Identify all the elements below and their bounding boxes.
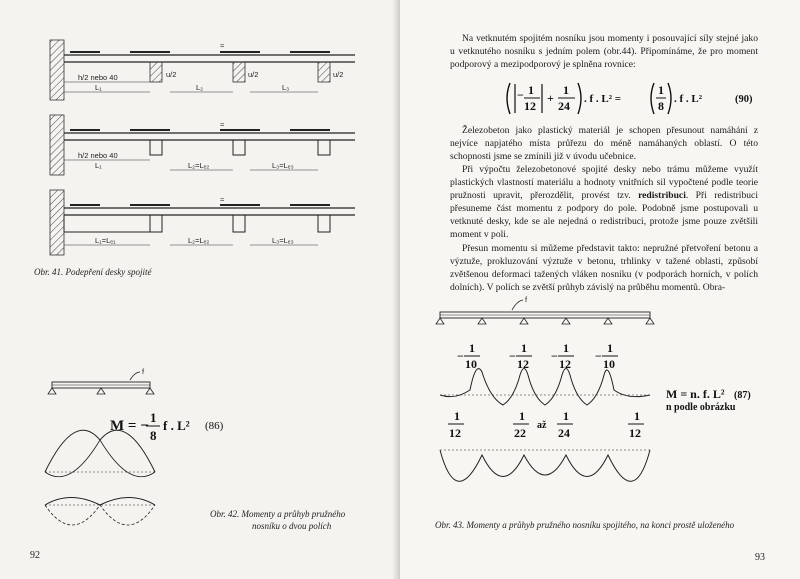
paragraph-1: Na vetknutém spojitém nosníku jsou momenty i posouvající síly stejné jako u vetknutého nosníku s jedním polem (obr.44). Připomínáme, že pro moment podporový a mezipodporový je splněna rovnice: (450, 33, 758, 71)
svg-text:1: 1 (563, 83, 569, 97)
svg-text:1: 1 (634, 409, 640, 423)
label-L1: L₁ (95, 161, 102, 170)
svg-text:24: 24 (558, 426, 570, 440)
svg-text:−: − (457, 349, 464, 363)
page-number-right: 93 (755, 552, 765, 563)
centerline-mark: ≈ (220, 41, 225, 50)
svg-text:M = n. f. L²: M = n. f. L² (666, 387, 725, 401)
svg-text:1: 1 (607, 341, 613, 355)
paragraph-4: Přesun momentu si můžeme představit takto: nepružné přetvoření betonu a výztuže, prokluzování výztuže v betonu, trhlinky v tažené oblasti, způsobí zvětšenou deformaci tažených vláken nosníku (v podporách horních, v polích dolních). V polích se zvětší průhyb závislý na průběhu momentů. Obra- (450, 243, 758, 294)
fig42-deflection-diagram (45, 498, 155, 526)
paragraph-2: Železobeton jako plastický materiál je schopen přesunout namáhání z nejvíce napjatého místa průřezu do méně namáhaných oblastí. O této schopnosti jsme se zmínili již v úvodu učebnice. (450, 125, 758, 163)
svg-text:8: 8 (150, 428, 157, 443)
fig42-formula (110, 410, 224, 443)
svg-text:. f . L² =: . f . L² = (584, 93, 622, 105)
fig42-caption-line2: nosníku o dvou polích (252, 521, 332, 531)
label-L3: L₃ (282, 83, 290, 92)
svg-text:12: 12 (517, 357, 529, 371)
fraction-support-3 (551, 341, 574, 371)
fraction-support-1 (457, 341, 480, 371)
fig43-deflection-diagram (440, 450, 650, 481)
fig42-beam (48, 367, 154, 394)
svg-text:(86): (86) (205, 420, 224, 432)
svg-text:12: 12 (524, 99, 536, 113)
label-L2: L₂ (196, 83, 204, 92)
label-L3-eq: L₃=Lₑ₃ (272, 161, 294, 170)
fig43-beam (436, 295, 654, 324)
centerline-mark: ≈ (220, 120, 225, 129)
fig43-support-moment-fractions (457, 341, 618, 371)
svg-text:(90): (90) (735, 94, 753, 105)
svg-text:1: 1 (658, 83, 664, 97)
fraction-span-1 (448, 409, 464, 440)
label-L2-eq: L₂=Lₑ₂ (188, 236, 210, 245)
fig42-caption-line1: Obr. 42. Momenty a průhyb pružného (210, 509, 346, 519)
fig41-diagram-3 (50, 190, 355, 255)
az-label: až (537, 420, 547, 431)
svg-text:10: 10 (465, 357, 477, 371)
svg-text:12: 12 (559, 357, 571, 371)
svg-text:10: 10 (603, 357, 615, 371)
fraction-support-4 (595, 341, 618, 371)
fraction-span-2 (513, 409, 529, 440)
svg-text:n podle obrázku: n podle obrázku (666, 402, 736, 413)
fig43-moment-diagram (440, 369, 650, 406)
svg-text:1: 1 (521, 341, 527, 355)
fig41-caption: Obr. 41. Podepření desky spojité (34, 267, 152, 277)
svg-text:1: 1 (454, 409, 460, 423)
page-number-left: 92 (30, 550, 40, 561)
svg-text:M = −: M = − (110, 418, 149, 434)
label-h2-40: h/2 nebo 40 (78, 151, 118, 160)
label-u2: u/2 (166, 70, 177, 79)
svg-text:12: 12 (449, 426, 461, 440)
svg-text:−: − (517, 88, 524, 102)
svg-text:−: − (595, 349, 602, 363)
label-L1-eq: L₁=Lₑ₁ (95, 236, 116, 245)
load-label-f: f (525, 295, 528, 304)
svg-text:1: 1 (519, 409, 525, 423)
fraction-span-4 (628, 409, 644, 440)
fig41-diagram-2 (50, 115, 355, 175)
fraction-support-2 (509, 341, 532, 371)
svg-text:. f . L²: . f . L² (674, 93, 703, 105)
svg-text:1: 1 (528, 83, 534, 97)
fraction-span-3 (557, 409, 573, 440)
load-label-f: f (142, 367, 145, 376)
term-redistribuci: redistribuci (638, 190, 686, 202)
fig43-span-moment-fractions (448, 409, 644, 440)
label-h2-40: h/2 nebo 40 (78, 73, 118, 82)
svg-text:22: 22 (514, 426, 526, 440)
label-L3-eq: L₃=Lₑ₃ (272, 236, 294, 245)
paragraph-3: Při výpočtu železobetonové spojité desky nebo trámu můžeme využít plastických vlastností materiálu a hodnoty vnitřních sil vypočtené podle teorie pružnosti upravit, přerozdělit, provést tzv. redistribuci. Při redistribuci přesuneme část momentu z podpory do pole. Podobně jsme postupovali u vetknuté desky, kde se ale nejedná o redistribuci, protože jsme pouze zvětšili moment v poli. (450, 164, 758, 241)
svg-text:24: 24 (558, 99, 570, 113)
fig41-diagram-1 (50, 40, 355, 100)
svg-text:1: 1 (150, 410, 157, 425)
svg-text:+: + (547, 91, 554, 105)
fig43-formula (666, 387, 751, 413)
svg-text:1: 1 (469, 341, 475, 355)
svg-text:8: 8 (658, 99, 664, 113)
centerline-mark: ≈ (220, 195, 225, 204)
svg-text:1: 1 (563, 409, 569, 423)
label-L1: L₁ (95, 83, 102, 92)
fig43-caption: Obr. 43. Momenty a průhyb pružného nosníku spojitého, na konci prostě uloženého (435, 520, 735, 530)
svg-text:−: − (551, 349, 558, 363)
svg-text:(87): (87) (734, 390, 751, 401)
svg-text:1: 1 (563, 341, 569, 355)
svg-text:f . L²: f . L² (163, 418, 190, 433)
right-page (400, 0, 800, 579)
svg-text:12: 12 (629, 426, 641, 440)
label-u2: u/2 (248, 70, 259, 79)
svg-text:−: − (509, 349, 516, 363)
fig42-moment-diagram (45, 430, 155, 477)
label-u2: u/2 (333, 70, 344, 79)
label-L2-eq: L₂=Lₑ₂ (188, 161, 210, 170)
